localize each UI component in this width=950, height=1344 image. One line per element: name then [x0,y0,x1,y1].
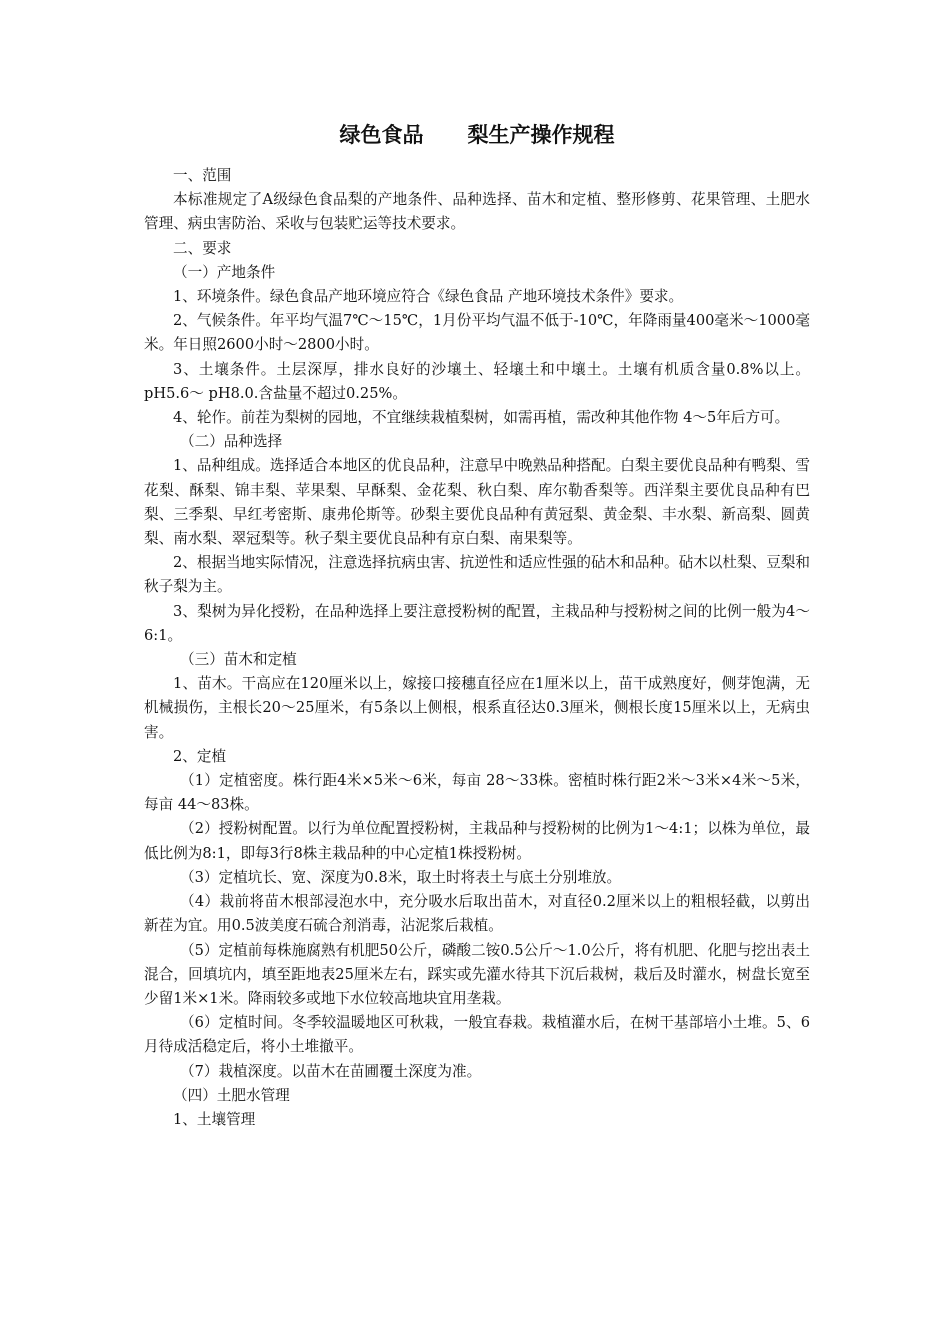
paragraph: 2、根据当地实际情况，注意选择抗病虫害、抗逆性和适应性强的砧木和品种。砧木以杜梨、豆梨和秋子梨为主。 [144,554,810,596]
paragraph: （1）定植密度。株行距4米×5米～6米，每亩 28～33株。密植时株行距2米～3米×4米～5米，每亩 44～83株。 [144,772,810,814]
title-part-1: 绿色食品 [339,123,424,147]
paragraph: 3、土壤条件。土层深厚，排水良好的沙壤土、轻壤土和中壤土。土壤有机质含量0.8%以上。pH5.6～ pH8.0.含盐量不超过0.25%。 [144,360,810,402]
paragraph: 1、品种组成。选择适合本地区的优良品种，注意早中晚熟品种搭配。白梨主要优良品种有鸭梨、雪花梨、酥梨、锦丰梨、苹果梨、早酥梨、金花梨、秋白梨、库尔勒香梨等。西洋梨主要优良品种有巴梨、三季梨、早红考密斯、康弗伦斯等。砂梨主要优良品种有黄冠梨、黄金梨、丰水梨、新高梨、圆黄梨、南水梨、翠冠梨等。秋子梨主要优良品种有京白梨、南果梨等。 [144,457,810,548]
document-page [144,116,810,1132]
paragraph: 4、轮作。前茬为梨树的园地，不宜继续栽植梨树，如需再植，需改种其他作物 4～5年后方可。 [173,409,790,427]
paragraph: 本标准规定了A级绿色食品梨的产地条件、品种选择、苗木和定植、整形修剪、花果管理、土肥水管理、病虫害防治、采收与包装贮运等技术要求。 [144,191,810,233]
paragraph: 一、范围 [173,167,232,184]
page-title [144,116,810,154]
paragraph: （三）苗木和定植 [180,651,297,669]
paragraph: 1、土壤管理 [173,1110,256,1128]
paragraph: 1、环境条件。绿色食品产地环境应符合《绿色食品 产地环境技术条件》要求。 [173,288,684,306]
paragraph: （四）土肥水管理 [173,1086,290,1104]
paragraph: 1、苗木。干高应在120厘米以上，嫁接口接穗直径应在1厘米以上，苗干成熟度好，侧芽饱满，无机械损伤，主根长20～25厘米，有5条以上侧根，根系直径达0.3厘米，侧根长度15厘米以上，无病虫害。 [144,675,810,741]
paragraph: （4）栽前将苗木根部浸泡水中，充分吸水后取出苗木，对直径0.2厘米以上的粗根轻截，以剪出新茬为宜。用0.5波美度石硫合剂消毒，沾泥浆后栽植。 [144,893,810,935]
paragraph: （5）定植前每株施腐熟有机肥50公斤，磷酸二铵0.5公斤～1.0公斤，将有机肥、化肥与挖出表土混合，回填坑内，填至距地表25厘米左右，踩实或先灌水待其下沉后栽树，栽后及时灌水，树盘长宽至少留1米×1米。降雨较多或地下水位较高地块宜用垄栽。 [144,941,810,1007]
document-body [144,164,810,1132]
paragraph: （6）定植时间。冬季较温暖地区可秋栽，一般宜春栽。栽植灌水后，在树干基部培小土堆。5、6月待成活稳定后，将小土堆撤平。 [144,1014,810,1056]
paragraph: （2）授粉树配置。以行为单位配置授粉树，主栽品种与授粉树的比例为1～4:1；以株为单位，最低比例为8:1，即每3行8株主栽品种的中心定植1株授粉树。 [144,820,810,862]
paragraph: 二、要求 [173,239,232,257]
paragraph: 2、定植 [173,747,227,765]
paragraph: （7）栽植深度。以苗木在苗圃覆土深度为准。 [180,1062,482,1080]
paragraph: （3）定植坑长、宽、深度为0.8米，取土时将表土与底土分别堆放。 [180,868,622,886]
paragraph: （一）产地条件 [173,263,276,281]
paragraph: 2、气候条件。年平均气温7℃～15℃，1月份平均气温不低于-10℃，年降雨量400毫米～1000毫米。年日照2600小时～2800小时。 [144,312,810,354]
title-part-2: 梨生产操作规程 [467,123,615,147]
paragraph: 3、梨树为异化授粉，在品种选择上要注意授粉树的配置，主栽品种与授粉树之间的比例一般为4～6:1。 [144,602,810,644]
paragraph: （二）品种选择 [180,433,283,451]
